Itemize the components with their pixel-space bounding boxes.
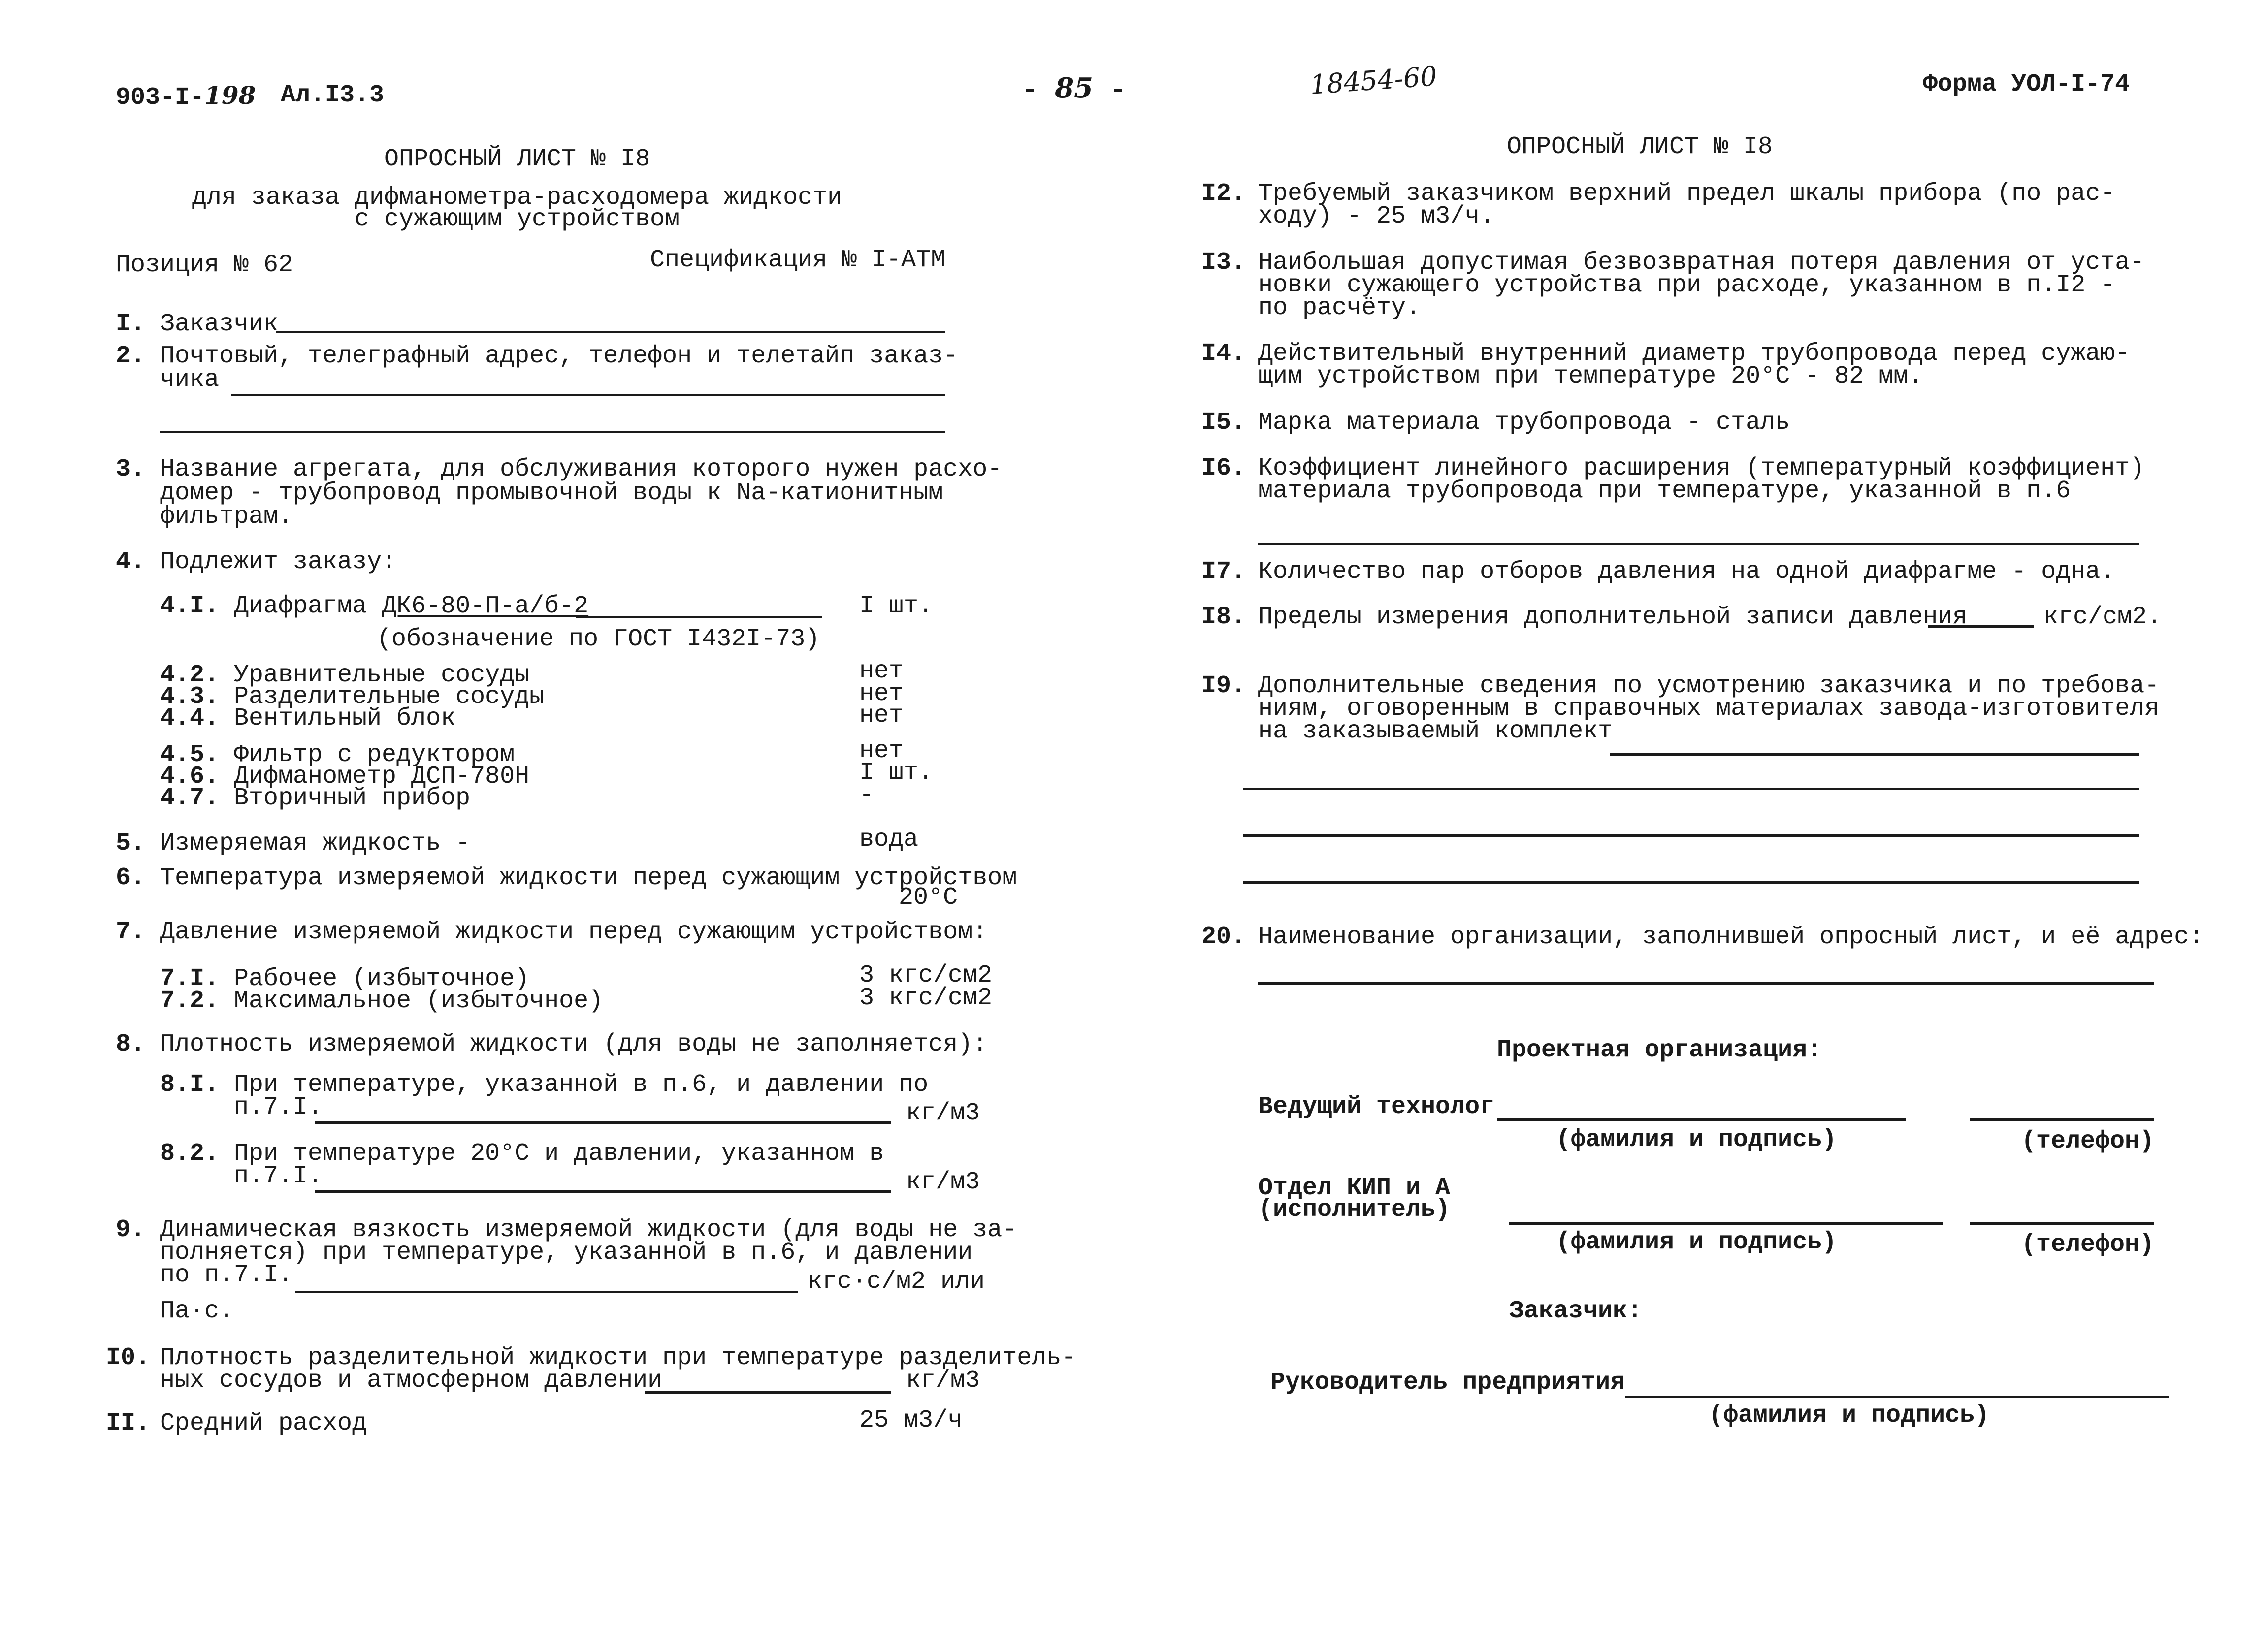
item-4-4: 4.4. Вентильный блок	[160, 704, 456, 733]
item-5-value: вода	[859, 826, 919, 854]
item-4-1-note: (обозначение по ГОСТ I432I-73)	[377, 625, 820, 653]
item-8-1-fill-line[interactable]	[315, 1121, 891, 1124]
item-18-fill-line[interactable]	[1928, 625, 2034, 628]
phone-caption-1: (телефон)	[2021, 1127, 2155, 1155]
item-4-6: 4.6. Дифманометр ДСП-780Н	[160, 763, 530, 791]
item-8-1-unit: кг/м3	[906, 1099, 980, 1127]
item-19-fill-line-4[interactable]	[1243, 881, 2139, 884]
item-9-line2: полняется) при температуре, указанной в п.6, и давлении	[160, 1239, 973, 1267]
item-9-line3: по п.7.I.	[160, 1261, 293, 1289]
page-number: - 85 -	[1022, 72, 1127, 106]
item-9-fill-line[interactable]	[295, 1291, 798, 1293]
item-13-line3: по расчёту.	[1258, 294, 1421, 322]
item-13: I3. Наибольшая допустимая безвозвратная потеря давления от уста-	[1201, 249, 2145, 277]
item-12: I2. Требуемый заказчиком верхний предел шкалы прибора (по рас-	[1201, 180, 2115, 208]
doc-code	[116, 81, 256, 112]
item-8-2: 8.2. При температуре 20°С и давлении, указанном в	[160, 1140, 884, 1168]
item-11: II. Средний расход	[106, 1409, 367, 1437]
item-7-1: 7.I. Рабочее (избыточное)	[160, 965, 530, 993]
phone-caption-2: (телефон)	[2021, 1231, 2155, 1259]
item-3: 3. Название агрегата, для обслуживания которого нужен расхо-	[116, 455, 1003, 483]
item-8-2-line2: п.7.I.	[234, 1162, 323, 1190]
right-title: ОПРОСНЫЙ ЛИСТ № I8	[1506, 133, 1773, 161]
item-2-line2: чика	[160, 366, 220, 394]
item-9: 9. Динамическая вязкость измеряемой жидкости (для воды не за-	[116, 1216, 1017, 1244]
item-4-6-value: I шт.	[859, 759, 934, 787]
item-19: I9. Дополнительные сведения по усмотрению заказчика и по требова-	[1201, 672, 2160, 700]
item-8: 8. Плотность измеряемой жидкости (для воды не заполняется):	[116, 1030, 988, 1058]
item-4-7-value: -	[859, 781, 875, 809]
item-7-2: 7.2. Максимальное (избыточное)	[160, 987, 604, 1015]
item-19-fill-line-3[interactable]	[1243, 834, 2139, 837]
item-1-label: Заказчик	[160, 310, 279, 338]
lead-technologist-sign-line[interactable]	[1497, 1118, 1906, 1121]
item-2-fill-line-2[interactable]	[160, 431, 945, 433]
item-13-line2: новки сужающего устройства при расходе, указанном в п.I2 -	[1258, 271, 2115, 299]
item-16-fill-line[interactable]	[1258, 543, 2139, 545]
director-sign-line[interactable]	[1625, 1396, 2169, 1398]
diaphragm-designation: ДК6-80-П-а/б-2	[382, 592, 589, 620]
page-number-handwritten: 85	[1055, 72, 1094, 104]
item-19-fill-line-1[interactable]	[1610, 753, 2139, 756]
left-subtitle-2: с сужающим устройством	[354, 205, 680, 233]
item-6-value: 20°С	[899, 884, 958, 912]
item-1: I. Заказчик	[116, 310, 279, 338]
item-16-line2: материала трубопровода при температуре, указанной в п.6	[1258, 477, 2071, 505]
item-6: 6. Температура измеряемой жидкости перед сужающим устройством	[116, 864, 1017, 892]
item-4-2-value: нет	[859, 657, 904, 685]
item-19-fill-line-2[interactable]	[1243, 788, 2139, 790]
item-14: I4. Действительный внутренний диаметр трубопровода перед сужаю-	[1201, 340, 2130, 368]
dept-phone-line[interactable]	[1970, 1222, 2154, 1225]
item-10-line2: ных сосудов и атмосферном давлении	[160, 1367, 663, 1395]
name-sign-caption-3: (фамилия и подпись)	[1709, 1402, 1990, 1430]
item-8-1-line2: п.7.I.	[234, 1093, 323, 1121]
item-7-1-value: 3 кгс/см2	[859, 961, 993, 990]
name-sign-caption-1: (фамилия и подпись)	[1556, 1126, 1837, 1154]
item-3-line2: домер - трубопровод промывочной воды к Nа-катионитным	[160, 479, 943, 507]
item-14-line2: щим устройством при температуре 20°С - 82 мм.	[1258, 362, 1923, 390]
dept-label-2: (исполнитель)	[1258, 1196, 1451, 1224]
item-18-unit: кгс/см2.	[2043, 603, 2162, 631]
item-2-fill-line-1[interactable]	[231, 394, 945, 396]
item-5: 5. Измеряемая жидкость -	[116, 830, 471, 858]
name-sign-caption-2: (фамилия и подпись)	[1556, 1228, 1837, 1256]
item-4-1-fill-line[interactable]	[576, 616, 822, 618]
item-4: 4. Подлежит заказу:	[116, 548, 397, 576]
item-1-fill-line[interactable]	[276, 331, 945, 333]
item-17: I7. Количество пар отборов давления на одной диафрагме - одна.	[1201, 558, 2115, 586]
item-7-2-value: 3 кгс/см2	[859, 984, 993, 1012]
item-4-1: 4.I. Диафрагма ДК6-80-П-а/б-2	[160, 592, 589, 620]
item-20-fill-line[interactable]	[1258, 982, 2154, 985]
lead-technologist-label: Ведущий технолог	[1258, 1093, 1495, 1121]
item-3-line3: фильтрам.	[160, 503, 293, 531]
left-title: ОПРОСНЫЙ ЛИСТ № I8	[384, 145, 650, 173]
item-9-unit: кгс·с/м2 или	[808, 1268, 985, 1296]
item-7: 7. Давление измеряемой жидкости перед сужающим устройством:	[116, 918, 988, 946]
form-code: Форма УОЛ-I-74	[1923, 70, 2130, 98]
item-10-unit: кг/м3	[906, 1367, 980, 1395]
item-4-4-value: нет	[859, 702, 904, 730]
director-label: Руководитель предприятия	[1270, 1369, 1625, 1397]
item-18: I8. Пределы измерения дополнительной записи давления	[1201, 603, 1968, 631]
item-19-line3: на заказываемый комплект	[1258, 717, 1613, 745]
item-20: 20. Наименование организации, заполнившей опросный лист, и её адрес:	[1201, 923, 2204, 951]
specification-number: Спецификация № I-АТМ	[650, 246, 946, 274]
item-4-5-value: нет	[859, 737, 904, 765]
item-10-fill-line[interactable]	[645, 1391, 891, 1394]
dept-sign-line[interactable]	[1509, 1222, 1943, 1225]
item-16: I6. Коэффициент линейного расширения (температурный коэффициент)	[1201, 454, 2145, 482]
item-19-line2: ниям, оговоренным в справочных материалах завода-изготовителя	[1258, 695, 2160, 723]
design-org-label: Проектная организация:	[1497, 1036, 1822, 1064]
item-4-2: 4.2. Уравнительные сосуды	[160, 661, 530, 689]
item-8-1: 8.I. При температуре, указанной в п.6, и давлении по	[160, 1071, 929, 1099]
doc-code-handwritten: 198	[204, 81, 256, 110]
position-number: Позиция № 62	[116, 251, 293, 279]
item-10: I0. Плотность разделительной жидкости при температуре разделитель-	[106, 1344, 1076, 1372]
doc-code-printed: 903-I-	[116, 84, 205, 112]
left-subtitle-1: для заказа дифманометра-расходомера жидкости	[192, 184, 842, 212]
item-4-1-qty: I шт.	[859, 592, 934, 620]
dept-label-1: Отдел КИП и А	[1258, 1174, 1451, 1202]
item-15: I5. Марка материала трубопровода - сталь	[1201, 409, 1790, 437]
item-9-line4: Па·с.	[160, 1297, 234, 1325]
inventory-number: 18454-60	[1309, 61, 1438, 100]
item-4-3-value: нет	[859, 680, 904, 708]
item-4-3: 4.3. Разделительные сосуды	[160, 683, 545, 711]
item-11-value: 25 м3/ч	[859, 1406, 963, 1435]
item-4-5: 4.5. Фильтр с редуктором	[160, 741, 515, 769]
album-number: Ал.I3.3	[281, 81, 385, 109]
item-8-2-fill-line[interactable]	[315, 1190, 891, 1193]
item-2: 2. Почтовый, телеграфный адрес, телефон и телетайп заказ-	[116, 342, 958, 370]
customer-label: Заказчик:	[1509, 1297, 1643, 1325]
item-4-7: 4.7. Вторичный прибор	[160, 784, 471, 812]
item-8-2-unit: кг/м3	[906, 1168, 980, 1196]
lead-technologist-phone-line[interactable]	[1970, 1118, 2154, 1121]
item-12-line2: ходу) - 25 м3/ч.	[1258, 202, 1495, 230]
